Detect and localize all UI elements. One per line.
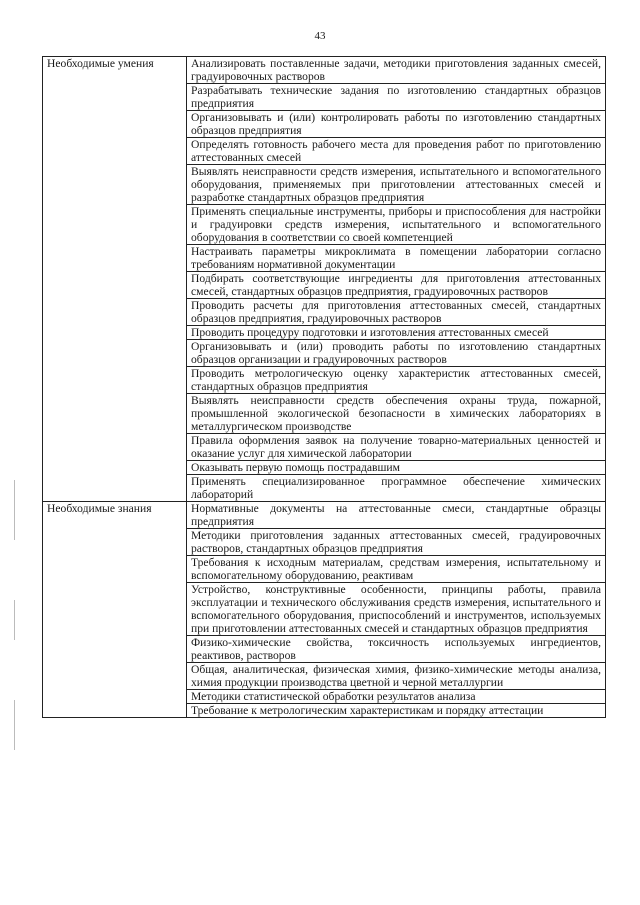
margin-scan-line: [14, 480, 15, 540]
skills-item: Проводить процедуру подготовки и изготовления аттестованных смесей: [187, 326, 606, 340]
skills-item: Правила оформления заявок на получение товарно-материальных ценностей и оказание услуг для химической лаборатории: [187, 434, 606, 461]
skills-item: Применять специализированное программное обеспечение химических лабораторий: [187, 475, 606, 502]
skills-item: Применять специальные инструменты, приборы и приспособления для настройки и градуировки средств измерения, испытательного и вспомогательного оборудования в соответствии со своей компетенцией: [187, 205, 606, 245]
table-row: [43, 57, 606, 84]
margin-scan-line: [14, 700, 15, 750]
skills-item: Проводить метрологическую оценку характеристик аттестованных смесей, стандартных образцов предприятия: [187, 367, 606, 394]
knowledge-item: Физико-химические свойства, токсичность используемых ингредиентов, реактивов, растворов: [187, 636, 606, 663]
skills-item: Подбирать соответствующие ингредиенты для приготовления аттестованных смесей, стандартных образцов предприятия, градуировочных растворов: [187, 272, 606, 299]
skills-item: Организовывать и (или) проводить работы по изготовлению стандартных образцов организации и градуировочных растворов: [187, 340, 606, 367]
skills-item: Выявлять неисправности средств измерения, испытательного и вспомогательного оборудования, применяемых при приготовлении аттестованных смесей и разработке стандартных образцов предприятия: [187, 165, 606, 205]
knowledge-item: Методики статистической обработки результатов анализа: [187, 690, 606, 704]
skills-item: Проводить расчеты для приготовления аттестованных смесей, стандартных образцов предприятия, градуировочных растворов: [187, 299, 606, 326]
table-row: [43, 502, 606, 529]
knowledge-item: Нормативные документы на аттестованные смеси, стандартные образцы предприятия: [187, 502, 606, 529]
knowledge-item: Требование к метрологическим характеристикам и порядку аттестации: [187, 704, 606, 718]
skills-item: Анализировать поставленные задачи, методики приготовления заданных смесей, градуировочных растворов: [187, 57, 606, 84]
margin-scan-line: [14, 600, 15, 640]
knowledge-item: Требования к исходным материалам, средствам измерения, испытательному и вспомогательному оборудованию, реактивам: [187, 556, 606, 583]
skills-category-label: Необходимые умения: [43, 57, 187, 502]
knowledge-item: Общая, аналитическая, физическая химия, физико-химические методы анализа, химия продукции производства цветной и черной металлургии: [187, 663, 606, 690]
page-number: 43: [314, 30, 326, 42]
knowledge-item: Методики приготовления заданных аттестованных смесей, градуировочных растворов, стандартных образцов предприятия: [187, 529, 606, 556]
skills-item: Настраивать параметры микроклимата в помещении лаборатории согласно требованиям нормативной документации: [187, 245, 606, 272]
requirements-table: [42, 56, 606, 718]
skills-item: Разрабатывать технические задания по изготовлению стандартных образцов предприятия: [187, 84, 606, 111]
skills-item: Оказывать первую помощь пострадавшим: [187, 461, 606, 475]
knowledge-item: Устройство, конструктивные особенности, принципы работы, правила эксплуатации и технического обслуживания средств измерения, испытательного и вспомогательного оборудования, приспособлений и инструментов, используемых при приготовлении аттестованных смесей и стандартных образцов предприятия: [187, 583, 606, 636]
skills-item: Выявлять неисправности средств обеспечения охраны труда, пожарной, промышленной экологической безопасности в химических лабораториях в металлургическом производстве: [187, 394, 606, 434]
skills-item: Определять готовность рабочего места для проведения работ по приготовлению аттестованных смесей: [187, 138, 606, 165]
skills-item: Организовывать и (или) контролировать работы по изготовлению стандартных образцов предприятия: [187, 111, 606, 138]
knowledge-category-label: Необходимые знания: [43, 502, 187, 718]
